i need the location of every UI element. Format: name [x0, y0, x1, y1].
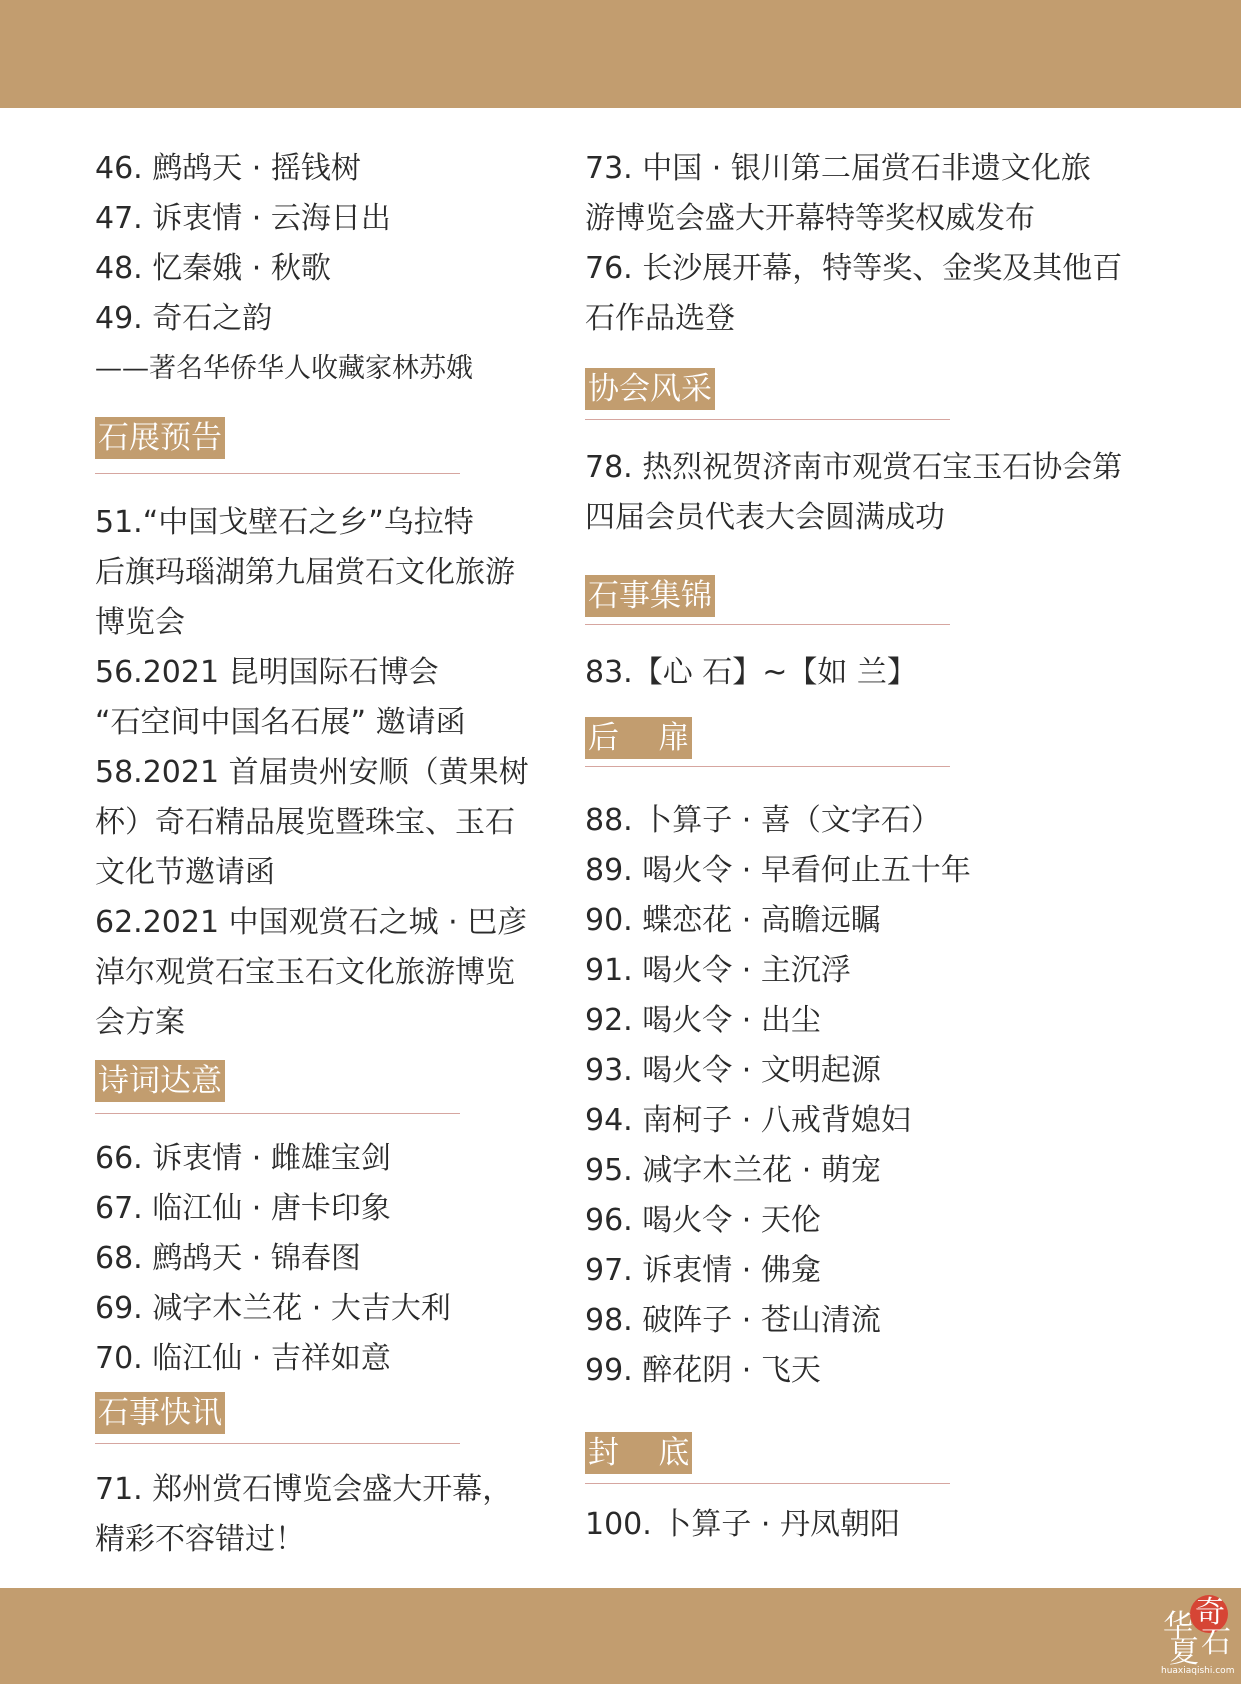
- section-heading-news: 石事快讯: [95, 1392, 225, 1434]
- toc-entry-continued[interactable]: 精彩不容错过！: [95, 1522, 305, 1557]
- section-heading-highlights: 石事集锦: [585, 575, 715, 617]
- section-heading-back-cover: 封 底: [585, 1432, 692, 1474]
- logo-char: 华: [1163, 1609, 1193, 1644]
- toc-entry[interactable]: 93. 喝火令 · 文明起源: [585, 1053, 881, 1088]
- toc-entry[interactable]: 100. 卜算子 · 丹凤朝阳: [585, 1507, 900, 1542]
- toc-entry-continued[interactable]: 后旗玛瑙湖第九届赏石文化旅游: [95, 555, 515, 590]
- footer-band: [0, 1588, 1241, 1684]
- toc-entry-continued[interactable]: 游博览会盛大开幕特等奖权威发布: [585, 201, 1035, 236]
- section-divider: [585, 1483, 950, 1484]
- toc-entry[interactable]: 73. 中国 · 银川第二届赏石非遗文化旅: [585, 151, 1091, 186]
- toc-entry-subtitle: ——著名华侨华人收藏家林苏娥: [95, 353, 473, 384]
- toc-entry[interactable]: 66. 诉衷情 · 雌雄宝剑: [95, 1141, 391, 1176]
- toc-entry[interactable]: 49. 奇石之韵: [95, 301, 273, 336]
- section-divider: [585, 419, 950, 420]
- toc-entry-continued[interactable]: 文化节邀请函: [95, 855, 275, 890]
- toc-entry[interactable]: 97. 诉衷情 · 佛龛: [585, 1253, 821, 1288]
- toc-entry[interactable]: 99. 醉花阴 · 飞天: [585, 1353, 821, 1388]
- header-band: [0, 0, 1241, 108]
- section-heading-poetry: 诗词达意: [95, 1060, 225, 1102]
- toc-entry-continued[interactable]: 杯）奇石精品展览暨珠宝、玉石: [95, 805, 515, 840]
- toc-entry[interactable]: 78. 热烈祝贺济南市观赏石宝玉石协会第: [585, 450, 1123, 485]
- toc-entry-continued[interactable]: 淖尔观赏石宝玉石文化旅游博览: [95, 955, 515, 990]
- logo-char: 奇: [1195, 1595, 1225, 1630]
- toc-entry[interactable]: 71. 郑州赏石博览会盛大开幕，: [95, 1472, 513, 1507]
- section-divider: [585, 624, 950, 625]
- section-divider: [95, 1443, 460, 1444]
- toc-entry[interactable]: 90. 蝶恋花 · 高瞻远瞩: [585, 903, 881, 938]
- toc-entry[interactable]: 56.2021 昆明国际石博会: [95, 655, 439, 690]
- site-logo: [1161, 1592, 1235, 1678]
- toc-entry[interactable]: 48. 忆秦娥 · 秋歌: [95, 251, 331, 286]
- toc-entry[interactable]: 89. 喝火令 · 早看何止五十年: [585, 853, 971, 888]
- section-heading-association: 协会风采: [585, 368, 715, 410]
- toc-entry[interactable]: 96. 喝火令 · 天伦: [585, 1203, 821, 1238]
- toc-entry[interactable]: 76. 长沙展开幕，特等奖、金奖及其他百: [585, 251, 1123, 286]
- toc-entry[interactable]: 62.2021 中国观赏石之城 · 巴彦: [95, 905, 528, 940]
- logo-char: 夏: [1169, 1635, 1199, 1670]
- toc-entry-continued[interactable]: 四届会员代表大会圆满成功: [585, 500, 945, 535]
- toc-entry-continued[interactable]: “石空间中国名石展” 邀请函: [95, 705, 466, 740]
- toc-entry[interactable]: 91. 喝火令 · 主沉浮: [585, 953, 851, 988]
- toc-entry[interactable]: 47. 诉衷情 · 云海日出: [95, 201, 391, 236]
- section-divider: [95, 1113, 460, 1114]
- logo-url: huaxiaqishi.com: [1161, 1666, 1235, 1676]
- toc-entry[interactable]: 46. 鹧鸪天 · 摇钱树: [95, 151, 361, 186]
- toc-entry[interactable]: 95. 减字木兰花 · 萌宠: [585, 1153, 881, 1188]
- toc-entry[interactable]: 70. 临江仙 · 吉祥如意: [95, 1341, 391, 1376]
- toc-entry[interactable]: 94. 南柯子 · 八戒背媳妇: [585, 1103, 911, 1138]
- toc-entry-continued[interactable]: 石作品选登: [585, 301, 735, 336]
- toc-entry[interactable]: 83.【心 石】~【如 兰】: [585, 655, 917, 690]
- toc-entry[interactable]: 67. 临江仙 · 唐卡印象: [95, 1191, 391, 1226]
- toc-entry-continued[interactable]: 会方案: [95, 1005, 185, 1040]
- section-heading-inside-back-cover: 后 扉: [585, 717, 692, 759]
- toc-entry[interactable]: 58.2021 首届贵州安顺（黄果树: [95, 755, 529, 790]
- section-divider: [95, 473, 460, 474]
- toc-entry[interactable]: 88. 卜算子 · 喜（文字石）: [585, 803, 941, 838]
- toc-entry[interactable]: 51.“中国戈壁石之乡”乌拉特: [95, 505, 474, 540]
- toc-entry[interactable]: 92. 喝火令 · 出尘: [585, 1003, 821, 1038]
- section-divider: [585, 766, 950, 767]
- toc-entry[interactable]: 69. 减字木兰花 · 大吉大利: [95, 1291, 451, 1326]
- toc-entry[interactable]: 68. 鹧鸪天 · 锦春图: [95, 1241, 361, 1276]
- logo-char: 石: [1201, 1625, 1231, 1660]
- toc-entry[interactable]: 98. 破阵子 · 苍山清流: [585, 1303, 881, 1338]
- section-heading-exhibition-preview: 石展预告: [95, 417, 225, 459]
- toc-entry-continued[interactable]: 博览会: [95, 605, 185, 640]
